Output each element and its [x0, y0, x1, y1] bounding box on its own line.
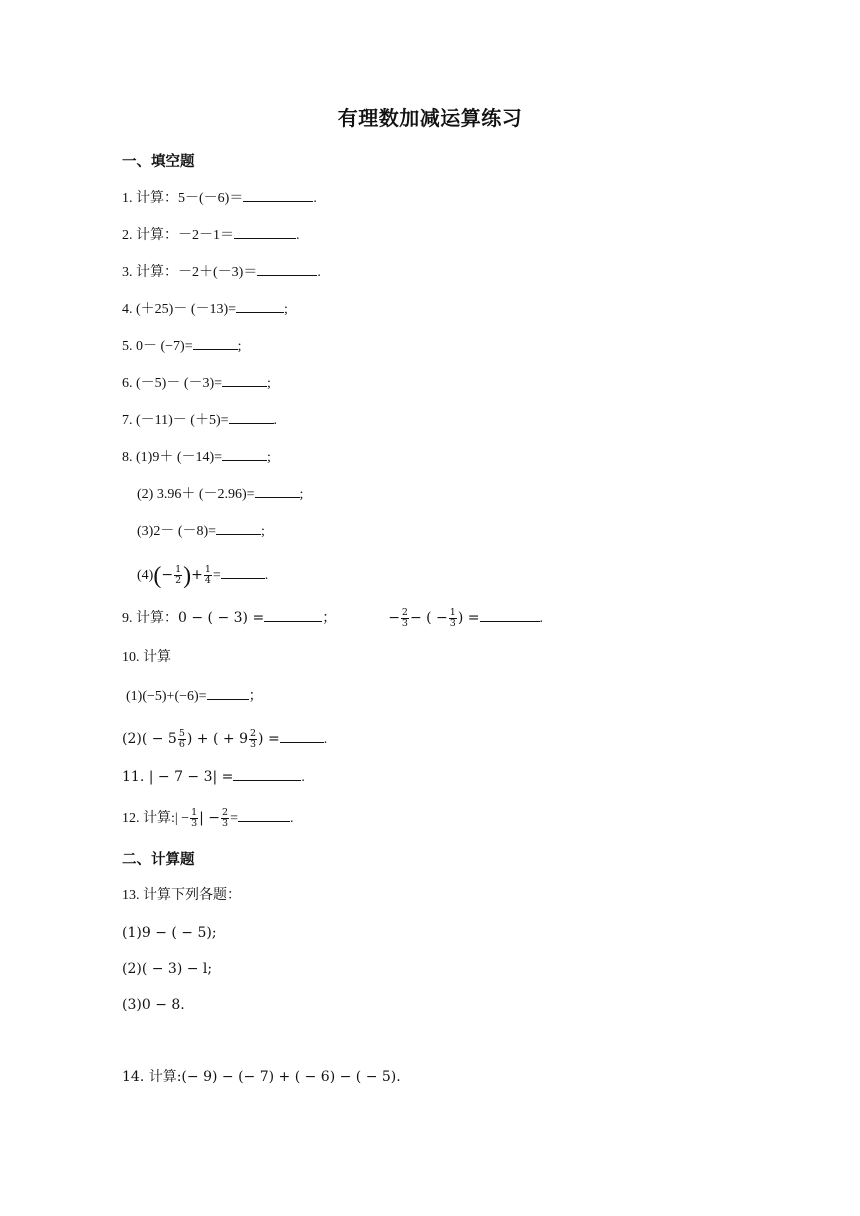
punctuation: ;	[261, 524, 265, 539]
expression: (2)( − 5	[122, 731, 177, 747]
question-text: 11. | − 7 − 3| =	[122, 769, 234, 785]
part-label: (4)	[137, 568, 154, 583]
answer-blank[interactable]	[207, 685, 249, 700]
answer-blank[interactable]	[222, 372, 267, 387]
minus-sign: −	[161, 567, 174, 583]
fraction	[449, 608, 457, 629]
punctuation: ;	[267, 450, 271, 465]
numerator: 1	[204, 564, 211, 576]
denominator: 3	[401, 618, 408, 630]
denominator: 6	[178, 739, 185, 751]
question-14: 14. 计算:(− 9) − (− 7) + ( − 6) − ( − 5).	[122, 1069, 401, 1085]
question-8-part-1	[122, 446, 271, 468]
fraction	[190, 808, 198, 829]
denominator: 4	[204, 575, 211, 587]
question-10-part-1	[126, 685, 263, 707]
punctuation: ；	[322, 611, 337, 626]
numerator: 2	[401, 607, 408, 619]
minus-sign: −	[388, 610, 400, 626]
answer-blank[interactable]	[221, 564, 265, 579]
question-8-part-4	[137, 561, 268, 589]
answer-blank[interactable]	[238, 807, 290, 822]
fraction	[178, 729, 186, 750]
answer-blank[interactable]	[257, 261, 317, 276]
denominator: 2	[175, 575, 182, 587]
punctuation: .	[539, 611, 543, 626]
punctuation: ;	[267, 376, 271, 391]
paren-close: )	[183, 562, 192, 589]
question-11	[122, 766, 305, 788]
section-heading-fill-in: 一、填空题	[122, 154, 195, 170]
question-text: (2) 3.96＋ (－2.96)=	[137, 487, 255, 502]
question-3	[122, 261, 321, 283]
question-text: (1)(−5)+(−6)=	[126, 689, 207, 704]
question-text: 1. 计算：5－(－6)＝	[122, 191, 244, 206]
expression: ) + ( + 9	[186, 731, 248, 747]
numerator: 2	[222, 807, 229, 819]
punctuation: .	[264, 568, 269, 583]
question-10-part-2	[122, 725, 327, 753]
question-2	[122, 224, 300, 246]
expression: | −	[199, 810, 221, 826]
question-4	[122, 298, 288, 320]
answer-blank[interactable]	[243, 187, 313, 202]
expression: 0 − ( − 3) =	[178, 610, 265, 626]
denominator: 3	[249, 739, 257, 751]
equals-sign: =	[212, 568, 221, 583]
plus-sign: +	[191, 567, 203, 583]
punctuation: .	[290, 811, 294, 826]
paren-open: (	[153, 562, 162, 589]
question-text: 7. (－11)－ (＋5)=	[122, 413, 229, 428]
question-13-part-2: (2)( − 3) − l;	[122, 961, 213, 977]
question-13-heading: 13. 计算下列各题：	[122, 888, 241, 903]
question-10-heading: 10. 计算	[122, 650, 171, 665]
expression: − ( −	[409, 610, 448, 626]
question-text: 5. 0－ (−7)=	[122, 339, 193, 354]
punctuation: .	[273, 413, 278, 428]
numerator: 2	[249, 728, 257, 740]
answer-blank[interactable]	[216, 520, 261, 535]
punctuation: .	[313, 191, 317, 206]
question-text: 8. (1)9＋ (－14)=	[122, 450, 223, 465]
fraction	[249, 729, 257, 750]
question-6	[122, 372, 271, 394]
punctuation: ；	[248, 689, 263, 704]
denominator: 3	[191, 818, 198, 830]
fraction	[204, 565, 212, 586]
section-heading-calculation: 二、计算题	[122, 852, 195, 868]
question-text: 4. (＋25)－ (－13)=	[122, 302, 237, 317]
expression: ) =	[258, 731, 280, 747]
numerator: 1	[449, 607, 456, 619]
punctuation: .	[296, 228, 300, 243]
question-12	[122, 804, 294, 832]
punctuation: ;	[284, 302, 288, 317]
answer-blank[interactable]	[233, 766, 301, 781]
fraction	[174, 565, 182, 586]
punctuation: ;	[237, 339, 242, 354]
question-5	[122, 335, 242, 357]
question-text: 3. 计算：－2＋(－3)＝	[122, 265, 258, 280]
question-13-part-1: (1)9 − ( − 5);	[122, 925, 217, 941]
question-13-part-3: (3)0 − 8.	[122, 997, 185, 1013]
question-8-part-3	[137, 520, 265, 542]
punctuation: ;	[299, 487, 304, 502]
punctuation: .	[317, 265, 321, 280]
numerator: 5	[178, 728, 185, 740]
answer-blank[interactable]	[222, 446, 267, 461]
punctuation: .	[323, 732, 328, 747]
answer-blank[interactable]	[229, 409, 274, 424]
equals-sign: =	[230, 811, 238, 826]
question-9	[122, 604, 543, 632]
question-text: 2. 计算：－2－1＝	[122, 228, 234, 243]
question-8-part-2	[137, 483, 303, 505]
numerator: 1	[191, 807, 198, 819]
denominator: 3	[222, 818, 229, 830]
answer-blank[interactable]	[480, 607, 540, 622]
page-title: 有理数加减运算练习	[337, 106, 523, 130]
question-text: 6. (－5)－ (－3)=	[122, 376, 223, 391]
answer-blank[interactable]	[234, 224, 296, 239]
question-text: 9. 计算：	[122, 611, 178, 626]
answer-blank[interactable]	[264, 607, 322, 622]
expression: ) =	[457, 610, 480, 626]
question-text: (3)2－ (－8)=	[137, 524, 217, 539]
answer-blank[interactable]	[236, 298, 284, 313]
answer-blank[interactable]	[280, 728, 324, 743]
denominator: 3	[449, 618, 456, 630]
numerator: 1	[175, 564, 182, 576]
question-1	[122, 187, 317, 209]
answer-blank[interactable]	[193, 335, 238, 350]
question-7	[122, 409, 277, 431]
punctuation: .	[301, 770, 305, 785]
fraction	[401, 608, 409, 629]
answer-blank[interactable]	[255, 483, 300, 498]
fraction	[221, 808, 229, 829]
question-text: 12. 计算:| −	[122, 811, 190, 826]
